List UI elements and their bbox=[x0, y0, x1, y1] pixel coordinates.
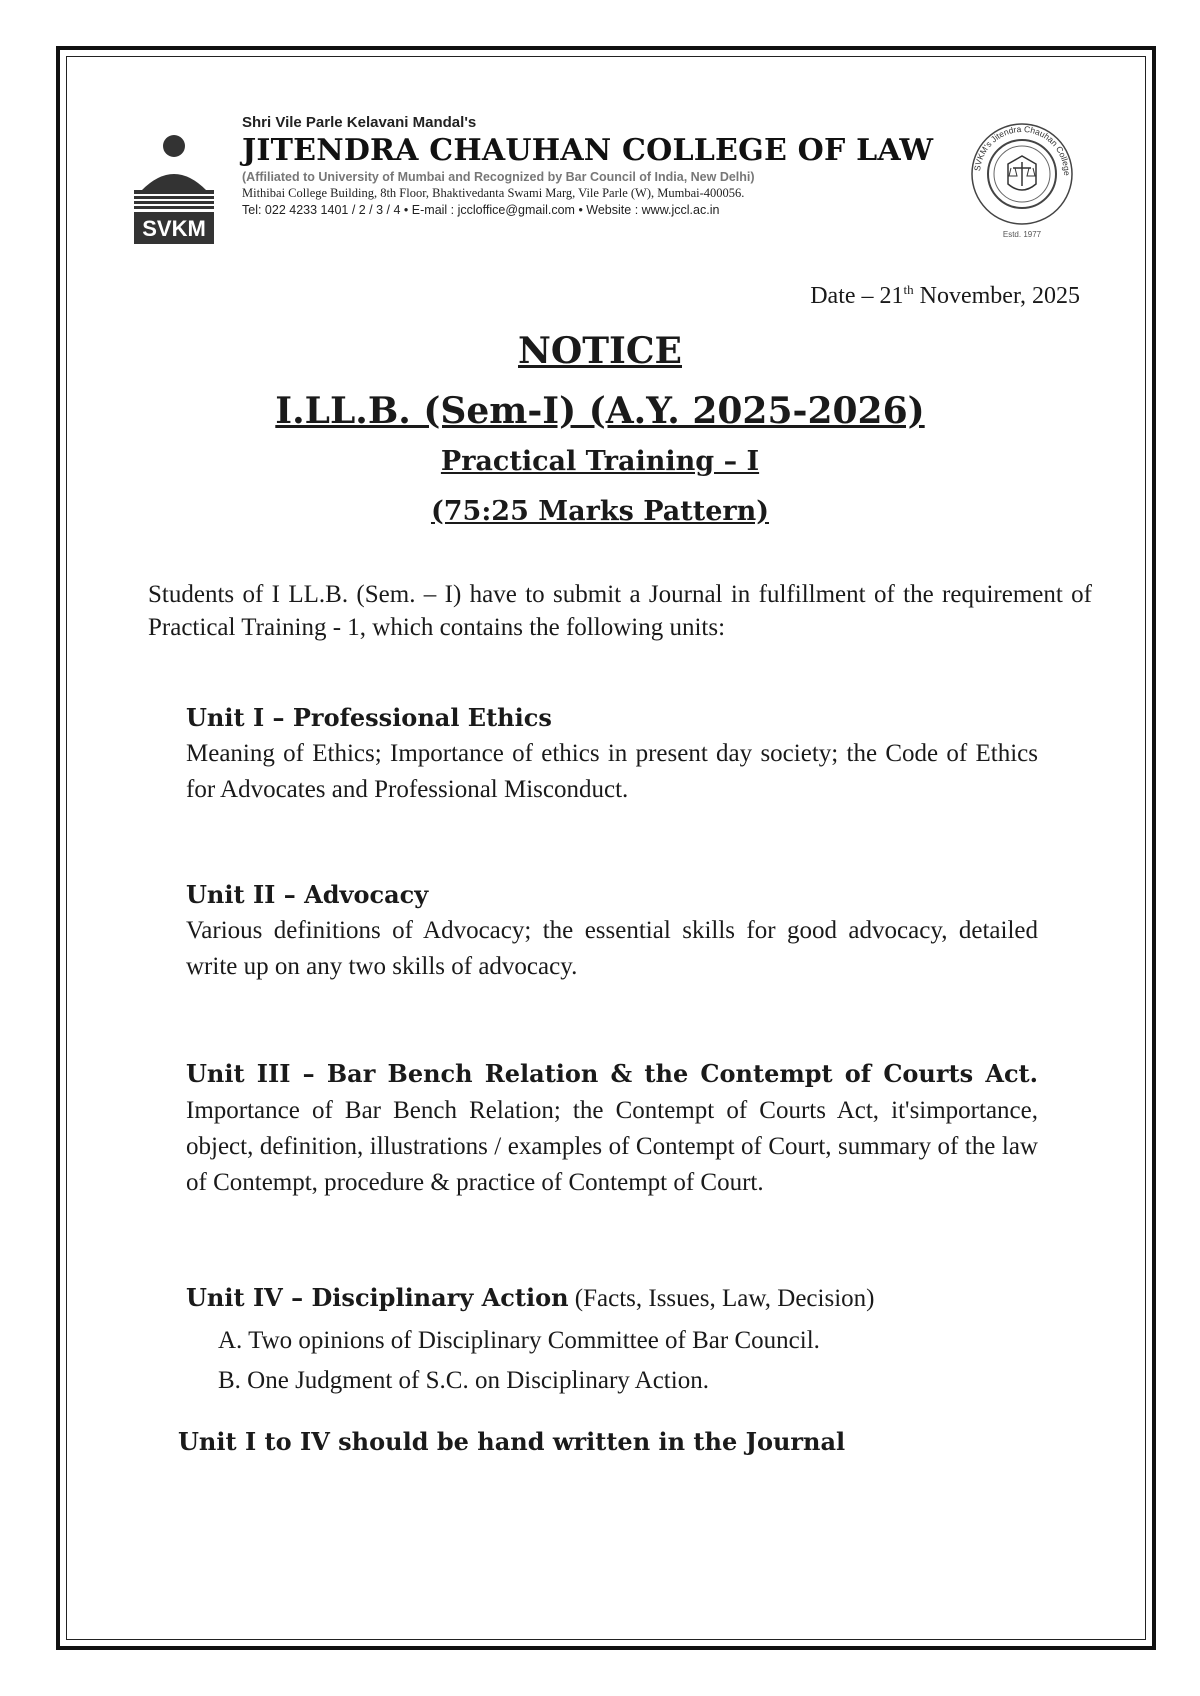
unit-1-heading: Unit I – Professional Ethics bbox=[186, 703, 552, 732]
notice-heading: NOTICE bbox=[518, 330, 682, 372]
college-seal bbox=[962, 112, 1082, 242]
unit-4-heading: Unit IV – Disciplinary Action bbox=[186, 1283, 569, 1312]
course-heading: I.LL.B. (Sem-I) (A.Y. 2025-2026) bbox=[275, 390, 925, 432]
address: Mithibai College Building, 8th Floor, Bhaktivedanta Swami Marg, Vile Parle (W), Mumbai-400056. bbox=[242, 186, 745, 200]
list-item: A. Two opinions of Disciplinary Committee of Bar Council. bbox=[218, 1327, 820, 1354]
unit-1 bbox=[186, 700, 1038, 808]
letterhead bbox=[242, 114, 962, 217]
unit-3-heading: Unit III – Bar Bench Relation & the Contempt of Courts Act. bbox=[186, 1059, 1038, 1088]
unit-4-suffix: (Facts, Issues, Law, Decision) bbox=[568, 1285, 875, 1312]
date-month-year: November, 2025 bbox=[913, 283, 1080, 309]
unit-3 bbox=[186, 1056, 1038, 1201]
unit-4-items bbox=[218, 1321, 1038, 1401]
contact-line: Tel: 022 4233 1401 / 2 / 3 / 4 • E-mail : jccloffice@gmail.com • Website : www.jccl.ac.in bbox=[242, 203, 720, 217]
date-prefix: Date – 21 bbox=[810, 283, 904, 309]
notice-date bbox=[810, 282, 1080, 310]
date-suffix-sup: th bbox=[903, 282, 914, 297]
seal-ring-text: SVKM's Jitendra Chauhan College bbox=[972, 123, 1073, 176]
list-item: B. One Judgment of S.C. on Disciplinary Action. bbox=[218, 1367, 709, 1394]
seal-estd: Estd. 1977 bbox=[1002, 230, 1042, 239]
affiliation: (Affiliated to University of Mumbai and Recognized by Bar Council of India, New Delhi) bbox=[242, 170, 755, 184]
unit-2 bbox=[186, 877, 1038, 985]
subject-heading: Practical Training – I bbox=[440, 446, 760, 477]
marks-pattern-heading: (75:25 Marks Pattern) bbox=[430, 496, 770, 527]
scales-of-justice-icon bbox=[962, 112, 1082, 232]
unit-2-text: Various definitions of Advocacy; the essential skills for good advocacy, detailed write up on any two skills of advocacy. bbox=[186, 917, 1038, 980]
unit-1-text: Meaning of Ethics; Importance of ethics in present day society; the Code of Ethics for Advocates and Professional Misconduct. bbox=[186, 740, 1038, 803]
mandal-name: Shri Vile Parle Kelavani Mandal's bbox=[242, 114, 477, 131]
svkm-logo-icon bbox=[134, 132, 214, 244]
footer-note: Unit I to IV should be hand written in the Journal bbox=[178, 1427, 846, 1456]
logo-text: SVKM bbox=[142, 216, 206, 241]
intro-paragraph: Students of I LL.B. (Sem. – I) have to submit a Journal in fulfillment of the requirement of Practical Training - 1, which contains the following units: bbox=[148, 581, 1092, 641]
college-name: JITENDRA CHAUHAN COLLEGE OF LAW bbox=[242, 133, 934, 168]
unit-2-heading: Unit II – Advocacy bbox=[186, 880, 429, 909]
unit-3-text: Importance of Bar Bench Relation; the Contempt of Courts Act, it'simportance, object, definition, illustrations / examples of Contempt of Court, summary of the law of Contempt, procedure & practice of Contempt of Court. bbox=[186, 1097, 1038, 1196]
unit-4 bbox=[186, 1280, 1038, 1401]
